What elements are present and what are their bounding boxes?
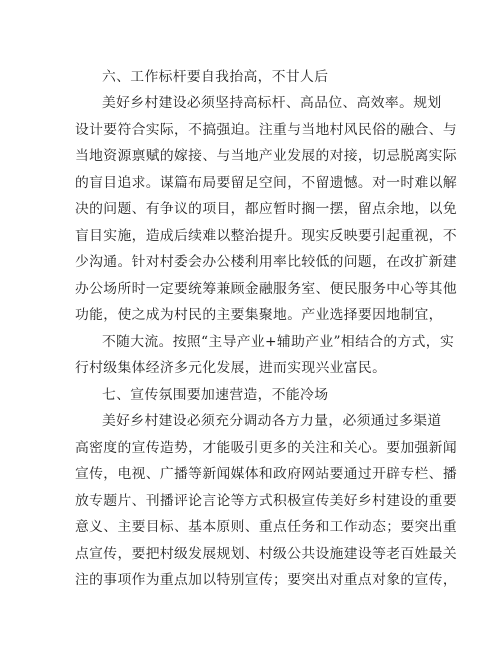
section-6-text-line: 办公场所时一定要统筹兼顾金融服务室、便民服务中心等其他 bbox=[75, 281, 457, 297]
section-7-text-line: 点宣传，要把村级发展规划、村级公共设施建设等老百姓最关 bbox=[75, 546, 457, 562]
section-7-heading: 七、宣传氛围要加速营造，不能冷场 bbox=[102, 387, 329, 403]
section-7-text-line: 意义、主要目标、基本原则、重点任务和工作动态；要突出重 bbox=[75, 519, 457, 535]
section-7-text-line: 美好乡村建设必须充分调动各方力量，必须通过多渠道 bbox=[102, 413, 442, 429]
section-6-text-line: 决的问题、有争议的项目，都应暂时搁一摆，留点余地，以免 bbox=[75, 201, 457, 217]
section-6-text-line: 少沟通。针对村委会办公楼利用率比较低的问题，在改扩新建 bbox=[75, 254, 457, 270]
section-6-text-line: 行村级集体经济多元化发展，进而实现兴业富民。 bbox=[75, 360, 387, 376]
section-6-text-line: 功能，使之成为村民的主要集聚地。产业选择要因地制宜， bbox=[75, 307, 443, 323]
section-6-text-line: 不随大流。按照“主导产业+辅助产业”相结合的方式，实 bbox=[102, 334, 455, 350]
section-7-text-line: 放专题片、刊播评论言论等方式积极宣传美好乡村建设的重要 bbox=[75, 493, 457, 509]
section-6-text-line: 当地资源禀赋的嫁接、与当地产业发展的对接，切忌脱离实际 bbox=[75, 148, 457, 164]
section-6-text-line: 设计要符合实际，不搞强迫。注重与当地村风民俗的融合、与 bbox=[75, 122, 457, 138]
section-6-text-line: 美好乡村建设必须坚持高标杆、高品位、高效率。规划 bbox=[102, 95, 442, 111]
section-6-text-line: 盲目实施，造成后续难以整治提升。现实反映要引起重视，不 bbox=[75, 228, 457, 244]
section-6-text-line: 的盲目追求。谋篇布局要留足空间，不留遗憾。对一时难以解 bbox=[75, 175, 457, 191]
section-6-heading: 六、工作标杆要自我抬高，不甘人后 bbox=[102, 69, 329, 85]
section-7-text-line: 宣传，电视、广播等新闻媒体和政府网站要通过开辟专栏、播 bbox=[75, 466, 457, 482]
section-7-text-line: 注的事项作为重点加以特别宣传；要突出对重点对象的宣传， bbox=[75, 572, 457, 588]
section-7-text-line: 高密度的宣传造势，才能吸引更多的关注和关心。要加强新闻 bbox=[75, 440, 457, 456]
